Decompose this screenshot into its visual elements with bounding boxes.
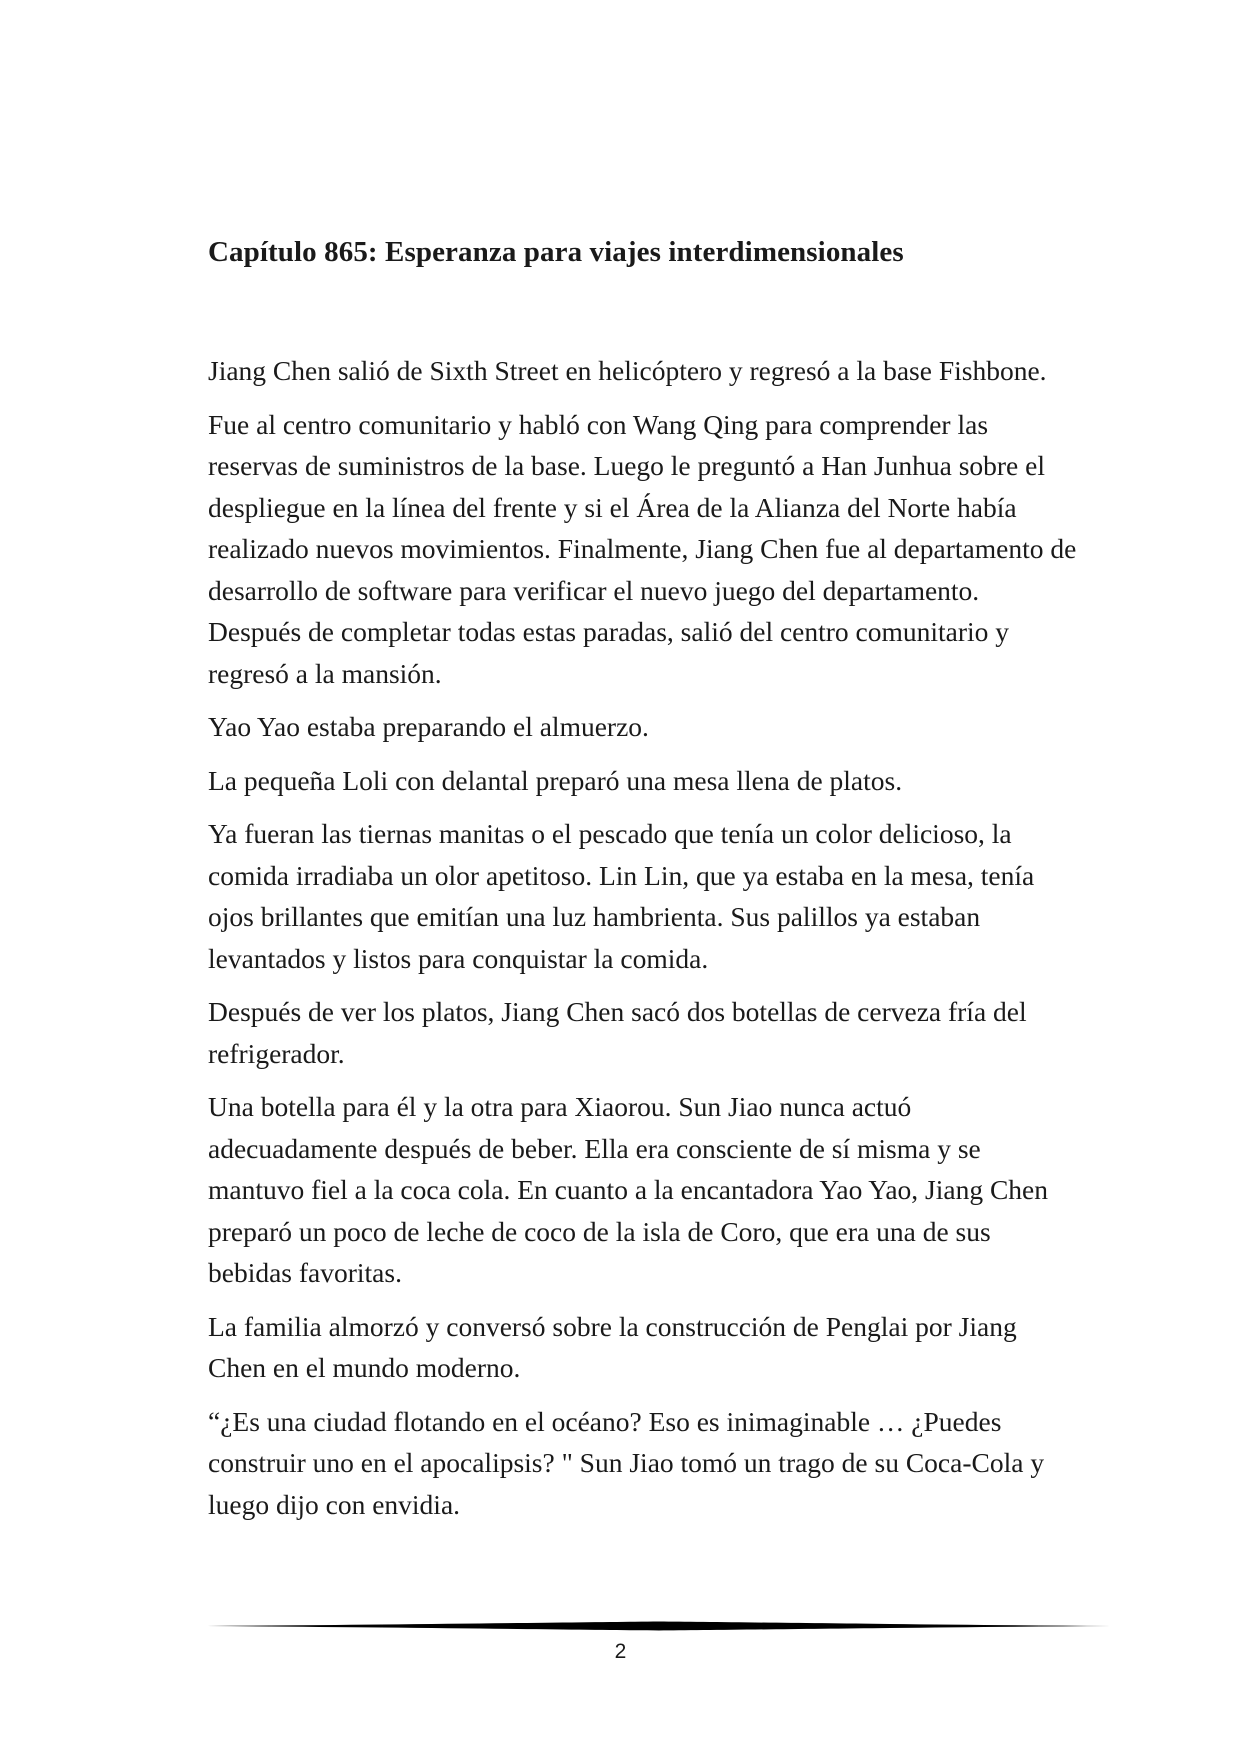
- paragraph: La pequeña Loli con delantal preparó una mesa llena de platos.: [208, 764, 903, 796]
- footer-divider: [207, 1620, 1111, 1632]
- paragraph: Después de ver los platos, Jiang Chen sacó dos botellas de cerveza fría del refrigerador.: [208, 996, 1027, 1069]
- body-text: [208, 350, 1078, 1537]
- paragraph: Ya fueran las tiernas manitas o el pescado que tenía un color delicioso, la comida irradiaba un olor apetitoso. Lin Lin, que ya estaba en la mesa, tenía ojos brillantes que emitían una luz hambrienta. Sus palillos ya estaban levantados y listos para conquistar la comida.: [208, 818, 1035, 974]
- paragraph: Una botella para él y la otra para Xiaorou. Sun Jiao nunca actuó adecuadamente después de beber. Ella era consciente de sí misma y se mantuvo fiel a la coca cola. En cuanto a la encantadora Yao Yao, Jiang Chen preparó un poco de leche de coco de la isla de Coro, que era una de sus bebidas favoritas.: [208, 1091, 1049, 1288]
- paragraph: Jiang Chen salió de Sixth Street en helicóptero y regresó a la base Fishbone.: [208, 355, 1047, 386]
- paragraph: “¿Es una ciudad flotando en el océano? Eso es inimaginable … ¿Puedes construir uno en el apocalipsis? " Sun Jiao tomó un trago de su Coca-Cola y luego dijo con envidia.: [208, 1405, 1045, 1520]
- paragraph: Fue al centro comunitario y habló con Wang Qing para comprender las reservas de suministros de la base. Luego le preguntó a Han Junhua sobre el despliegue en la línea del frente y si el Área de la Alianza del Norte había realizado nuevos movimientos. Finalmente, Jiang Chen fue al departamento de desarrollo de software para verificar el nuevo juego del departamento. Después de completar todas estas paradas, salió del centro comunitario y regresó a la mansión.: [208, 408, 1077, 689]
- paragraph: La familia almorzó y conversó sobre la construcción de Penglai por Jiang Chen en el mundo moderno.: [208, 1310, 1017, 1383]
- chapter-title: Capítulo 865: Esperanza para viajes interdimensionales: [208, 236, 904, 268]
- page-number: 2: [614, 1640, 627, 1663]
- paragraph: Yao Yao estaba preparando el almuerzo.: [208, 711, 649, 742]
